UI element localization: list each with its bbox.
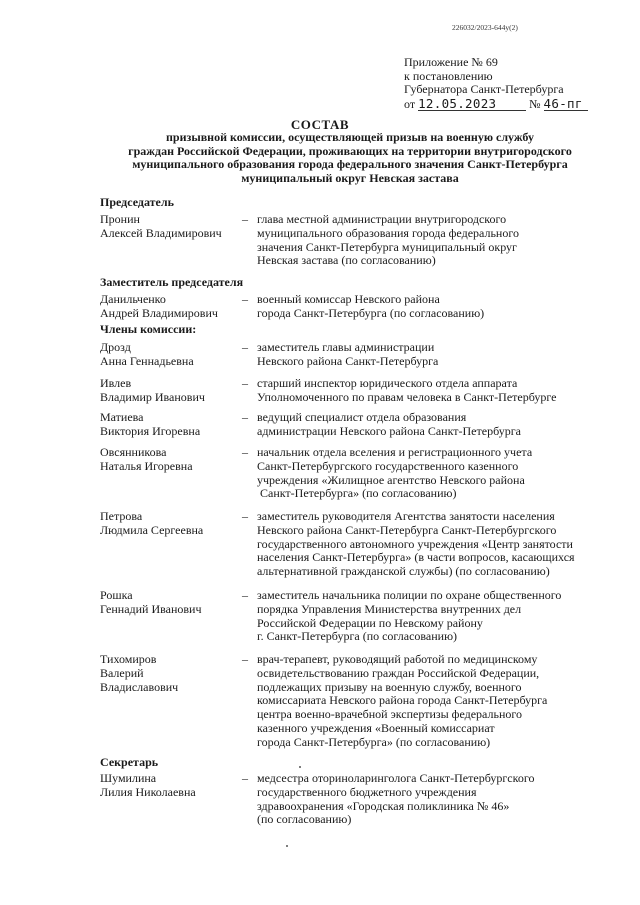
dash: – <box>242 410 248 424</box>
role-line: здравоохранения «Городская поликлиника № 46» <box>257 798 510 813</box>
member-name <box>100 293 240 321</box>
dash: – <box>242 588 248 602</box>
dash: – <box>242 445 248 459</box>
member-name <box>100 510 240 538</box>
appendix-line-1: Приложение № 69 <box>404 55 498 69</box>
role-line: начальник отдела вселения и регистрационного учета <box>257 445 533 459</box>
role-line: населения Санкт-Петербурга» (в части вопросов, касающихся <box>257 550 575 565</box>
member-role <box>257 589 622 644</box>
dash: – <box>242 509 248 523</box>
role-line: глава местной администрации внутригородского <box>257 212 507 226</box>
surname: Дрозд <box>100 340 131 354</box>
appendix-block <box>404 56 588 111</box>
role-line: Невская застава (по согласованию) <box>257 253 436 268</box>
surname: Рошка <box>100 588 133 602</box>
role-line: альтернативной гражданской службы) (по согласованию) <box>257 564 550 579</box>
heading-line: призывной комиссии, осуществляющей призыв на военную службу <box>166 130 534 144</box>
given-names: Андрей Владимирович <box>100 305 218 320</box>
dash: – <box>242 771 248 785</box>
member-name <box>100 589 240 617</box>
member-name <box>100 411 240 439</box>
given-names: Анна Геннадьевна <box>100 353 194 368</box>
dash: – <box>242 340 248 354</box>
member-name <box>100 653 240 694</box>
heading-line: муниципальный округ Невская застава <box>241 170 459 185</box>
given-names: Алексей Владимирович <box>100 225 222 240</box>
dash: – <box>242 376 248 390</box>
section-deputy: Заместитель председателя <box>100 275 244 289</box>
role-line: государственного автономного учреждения «Центр занятости <box>257 536 573 551</box>
dash: – <box>242 292 248 306</box>
role-line: Уполномоченного по правам человека в Санкт-Петербурге <box>257 389 557 404</box>
member-name <box>100 772 240 800</box>
role-line: муниципального образования города федерального <box>257 225 519 240</box>
member-role <box>257 341 622 369</box>
surname: Шумилина <box>100 771 157 785</box>
heading-line: граждан Российской Федерации, проживающих на территории внутригородского <box>128 143 572 158</box>
dash: – <box>242 212 248 226</box>
section-secretary: Секретарь <box>100 755 159 769</box>
member-name <box>100 213 240 241</box>
role-line: комиссариата Невского района города Санкт-Петербурга <box>257 693 548 708</box>
role-line: медсестра оториноларинголога Санкт-Петербургского <box>257 771 535 785</box>
document-heading <box>100 131 600 185</box>
member-role <box>257 213 622 268</box>
role-line: подлежащих призыву на военную службу, военного <box>257 679 522 694</box>
appendix-line-2: к постановлению <box>404 68 493 83</box>
role-line: Российской Федерации по Невскому району <box>257 615 483 630</box>
decree-date: 12.05.2023 <box>418 97 526 112</box>
role-line: значения Санкт-Петербурга муниципальный округ <box>257 239 517 254</box>
member-role <box>257 510 622 579</box>
role-line: учреждения «Жилищное агентство Невского района <box>257 472 525 487</box>
role-line: государственного бюджетного учреждения <box>257 784 477 799</box>
appendix-date-line <box>404 97 588 112</box>
document-title: СОСТАВ <box>290 117 350 132</box>
role-line: г. Санкт-Петербурга (по согласованию) <box>257 629 458 644</box>
given-names: Людмила Сергеевна <box>100 522 204 537</box>
decree-number: 46-пг <box>544 97 588 112</box>
dash: – <box>242 652 248 666</box>
member-name <box>100 446 240 474</box>
appendix-line-3: Губернатора Санкт-Петербурга <box>404 82 564 97</box>
role-line: Санкт-Петербурга» (по согласованию) <box>257 486 457 501</box>
role-line: старший инспектор юридического отдела аппарата <box>257 376 518 390</box>
role-line: администрации Невского района Санкт-Петербурга <box>257 423 521 438</box>
role-line: заместитель руководителя Агентства занятости населения <box>257 509 555 523</box>
role-line: Невского района Санкт-Петербурга <box>257 353 439 368</box>
member-role <box>257 653 622 750</box>
given-names: Валерий <box>100 665 144 680</box>
surname: Пронин <box>100 212 140 226</box>
surname: Петрова <box>100 509 143 523</box>
member-role <box>257 446 622 501</box>
section-chairman: Председатель <box>100 195 174 209</box>
document-number: 226032/2023-644у(2) <box>452 23 518 32</box>
surname: Тихомиров <box>100 652 157 666</box>
role-line: города Санкт-Петербурга (по согласованию) <box>257 305 485 320</box>
role-line: порядка Управления Министерства внутренних дел <box>257 601 522 616</box>
member-name <box>100 377 240 405</box>
ink-speck <box>299 766 301 768</box>
given-names: Владимир Иванович <box>100 389 205 404</box>
role-line: освидетельствованию граждан Российской Федерации, <box>257 665 540 680</box>
given-names: Виктория Игоревна <box>100 423 201 438</box>
role-line: казенного учреждения «Военный комиссариат <box>257 720 495 735</box>
role-line: заместитель главы администрации <box>257 340 435 354</box>
role-line: (по согласованию) <box>257 812 352 827</box>
role-line: врач-терапевт, руководящий работой по медицинскому <box>257 652 538 666</box>
member-role <box>257 411 622 439</box>
section-members: Члены комиссии: <box>100 322 197 336</box>
given-names: Наталья Игоревна <box>100 458 193 473</box>
surname: Данильченко <box>100 292 166 306</box>
role-line: города Санкт-Петербурга» (по согласованию) <box>257 734 491 749</box>
date-prefix: от <box>404 96 416 111</box>
role-line: заместитель начальника полиции по охране общественного <box>257 588 562 602</box>
member-role <box>257 377 622 405</box>
member-role <box>257 772 622 827</box>
surname: Овсянникова <box>100 445 167 459</box>
given-names: Лилия Николаевна <box>100 784 196 799</box>
role-line: ведущий специалист отдела образования <box>257 410 467 424</box>
given-names: Владиславович <box>100 679 179 694</box>
ink-speck <box>286 845 288 847</box>
given-names: Геннадий Иванович <box>100 601 202 616</box>
role-line: центра военно-врачебной экспертизы федерального <box>257 707 522 722</box>
heading-line: муниципального образования города федерального значения Санкт-Петербурга <box>132 157 568 172</box>
surname: Ивлев <box>100 376 132 390</box>
role-line: военный комиссар Невского района <box>257 292 440 306</box>
member-role <box>257 293 622 321</box>
role-line: Невского района Санкт-Петербурга Санкт-Петербургского <box>257 522 557 537</box>
number-prefix: № <box>529 96 541 111</box>
role-line: Санкт-Петербургского государственного казенного <box>257 458 519 473</box>
member-name <box>100 341 240 369</box>
surname: Матиева <box>100 410 144 424</box>
